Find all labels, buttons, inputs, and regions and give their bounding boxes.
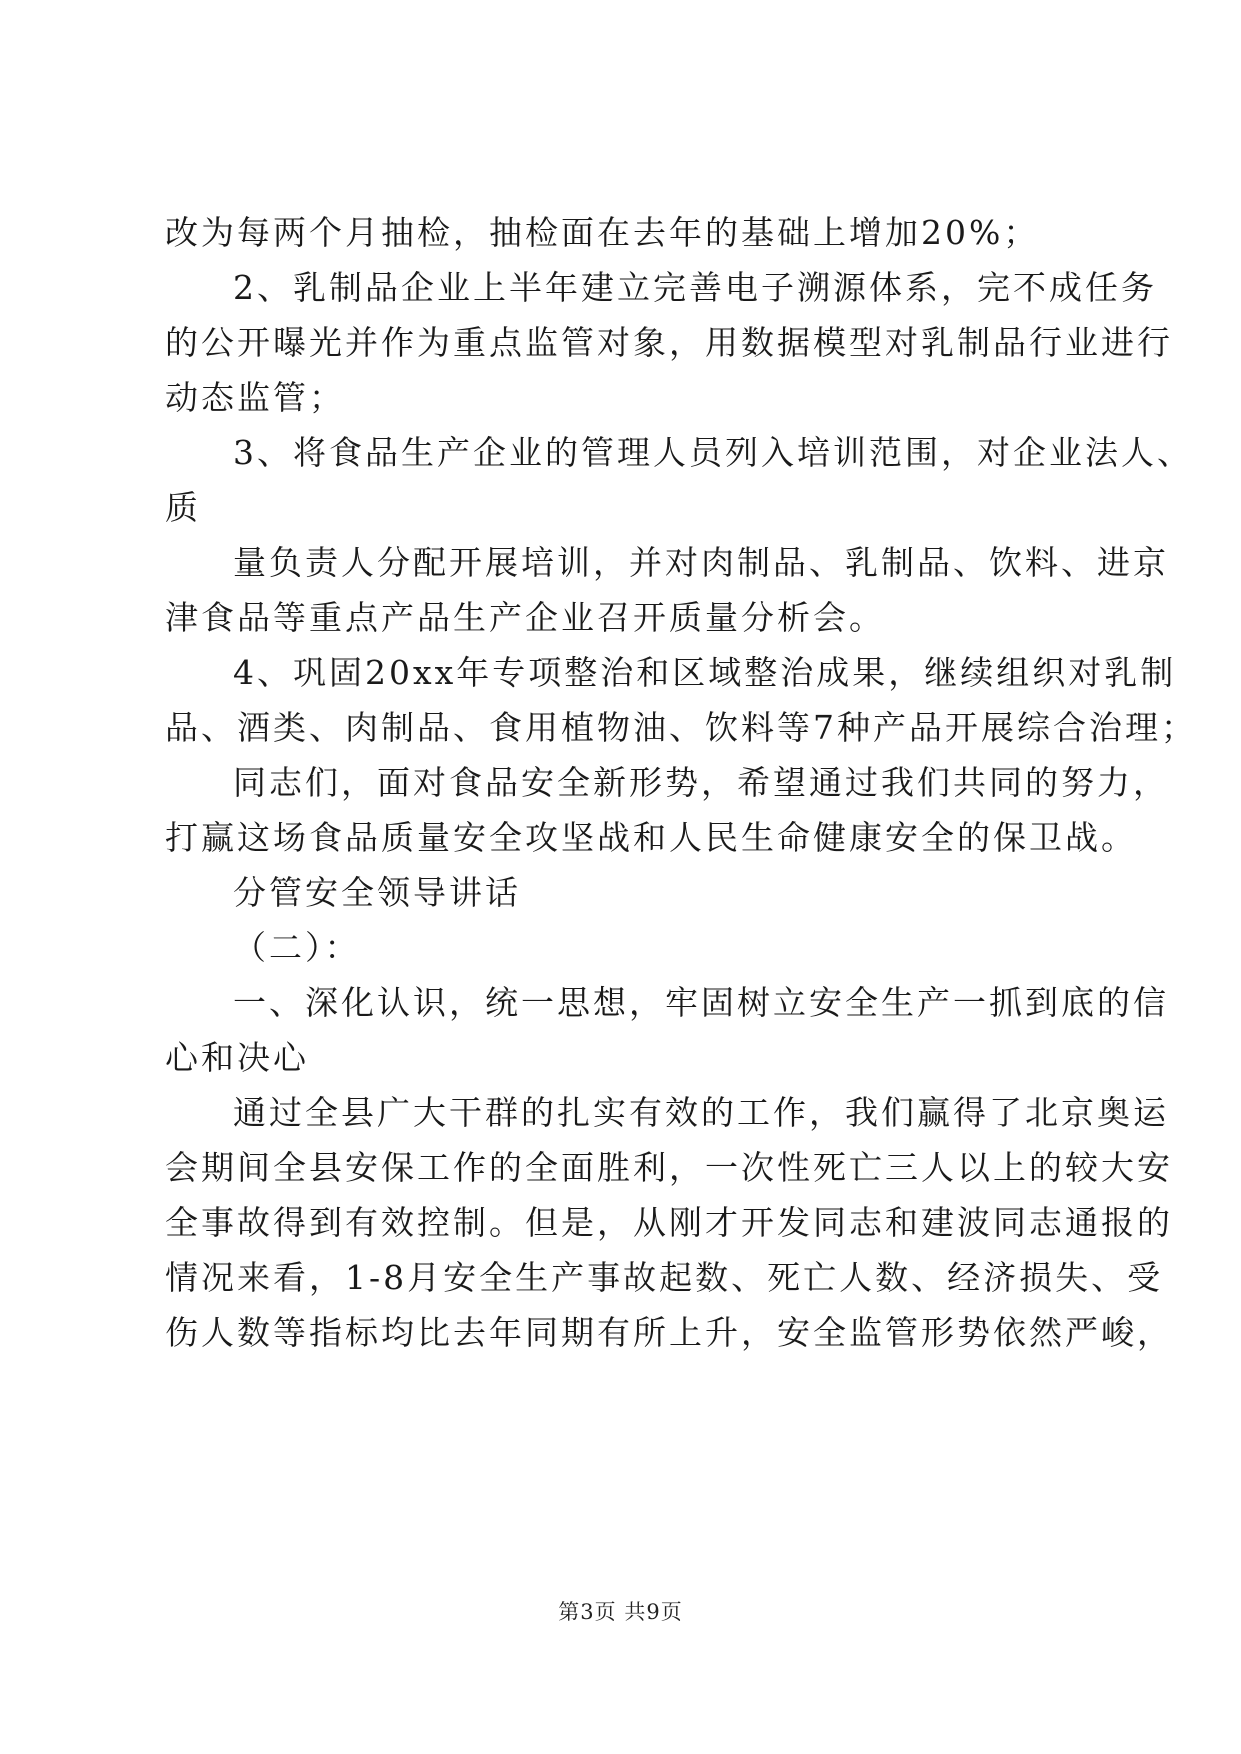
text-line-3: 的公开曝光并作为重点监管对象，用数据模型对乳制品行业进行 bbox=[165, 323, 1173, 362]
text-line-17: 通过全县广大干群的扎实有效的工作，我们赢得了北京奥运 bbox=[233, 1093, 1169, 1132]
text-line-1: 改为每两个月抽检，抽检面在去年的基础上增加20%； bbox=[165, 213, 1040, 252]
text-line-21: 伤人数等指标均比去年同期有所上升，安全监管形势依然严峻， bbox=[165, 1313, 1173, 1352]
text-line-15: 一、深化认识，统一思想，牢固树立安全生产一抓到底的信 bbox=[233, 983, 1169, 1022]
section-heading: 分管安全领导讲话 bbox=[233, 873, 521, 912]
text-line-10: 品、酒类、肉制品、食用植物油、饮料等7种产品开展综合治理； bbox=[165, 708, 1197, 747]
text-line-6: 质 bbox=[165, 488, 201, 527]
text-line-11: 同志们，面对食品安全新形势，希望通过我们共同的努力， bbox=[233, 763, 1169, 802]
text-line-19: 全事故得到有效控制。但是，从刚才开发同志和建波同志通报的 bbox=[165, 1203, 1173, 1242]
text-line-2: 2、乳制品企业上半年建立完善电子溯源体系，完不成任务 bbox=[233, 268, 1157, 307]
text-line-16: 心和决心 bbox=[165, 1038, 309, 1077]
text-line-18: 会期间全县安保工作的全面胜利，一次性死亡三人以上的较大安 bbox=[165, 1148, 1173, 1187]
text-line-4: 动态监管； bbox=[165, 378, 345, 417]
text-line-8: 津食品等重点产品生产企业召开质量分析会。 bbox=[165, 598, 885, 637]
text-line-20: 情况来看，1-8月安全生产事故起数、死亡人数、经济损失、受 bbox=[165, 1258, 1164, 1297]
section-number: （二）： bbox=[233, 928, 361, 967]
text-line-9: 4、巩固20xx年专项整治和区域整治成果，继续组织对乳制 bbox=[233, 653, 1177, 692]
page-number-footer: 第3页 共9页 bbox=[558, 1600, 683, 1624]
text-line-5: 3、将食品生产企业的管理人员列入培训范围，对企业法人、 bbox=[233, 433, 1193, 472]
text-line-12: 打赢这场食品质量安全攻坚战和人民生命健康安全的保卫战。 bbox=[165, 818, 1137, 857]
text-line-7: 量负责人分配开展培训，并对肉制品、乳制品、饮料、进京 bbox=[233, 543, 1169, 582]
